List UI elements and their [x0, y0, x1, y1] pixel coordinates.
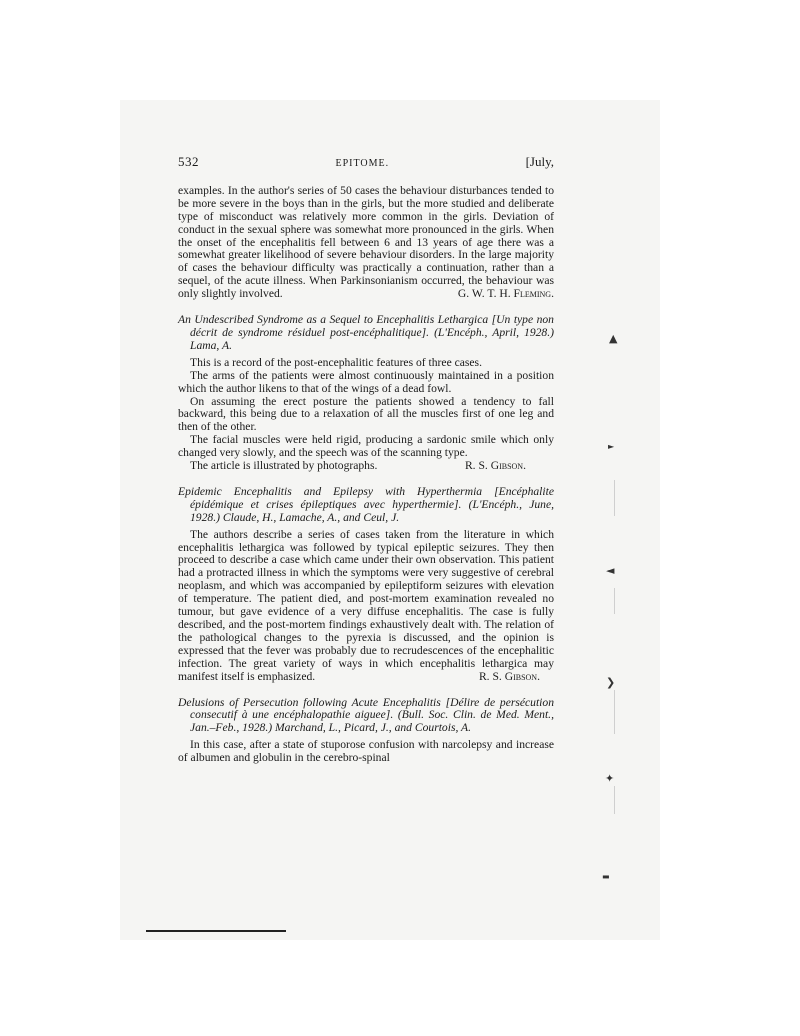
entry-1-paragraph: [178, 460, 554, 473]
scan-mark-icon: ❯: [606, 676, 616, 689]
page-number: 532: [178, 154, 199, 169]
entry-1-paragraph: On assuming the erect posture the patients showed a tendency to fall backward, this being due to a relaxation of all the muscles first of one leg and then of the other.: [178, 394, 554, 434]
intro-paragraph: [178, 185, 554, 301]
scan-mark-icon: ✦: [605, 772, 615, 785]
entry-3-title: Delusions of Persecution following Acute Encephalitis: [178, 695, 441, 709]
scan-mark-icon: ◄: [606, 564, 615, 577]
intro-signature: G. W. T. H. Fleming.: [457, 287, 554, 301]
entry-1-title: An Undescribed Syndrome as a Sequel to Encephalitis Lethargica: [178, 313, 489, 327]
entry-1-source: (L'Encéph., April, 1928.): [434, 325, 554, 339]
entry-1-paragraph: The arms of the patients were almost continuously maintained in a position which the author likens to that of the wings of a dead fowl.: [178, 368, 554, 395]
entry-2-foreign-title: [Encéphalite épidémique et crises épileptiques avec hyperthermie].: [190, 484, 554, 511]
scan-mark-icon: ▬: [602, 872, 610, 881]
entry-2-source: (L'Encéph., June, 1928.): [190, 497, 554, 524]
entry-2-signature: R. S. Gibson.: [478, 669, 540, 683]
entry-1-paragraph: The facial muscles were held rigid, producing a sardonic smile which only changed very slowly, and the speech was of the scanning type.: [178, 433, 554, 460]
intro-section: [178, 185, 554, 301]
document-page: [178, 156, 554, 765]
scan-line: [614, 480, 615, 516]
entry-1-authors: Lama, A.: [190, 338, 232, 352]
entry-2-authors: Claude, H., Lamache, A., and Ceul, J.: [222, 510, 400, 524]
entry-1-paragraph: This is a record of the post-encephalitic features of three cases.: [190, 355, 482, 369]
scan-line: [614, 786, 615, 814]
entry-1-signature: R. S. Gibson.: [464, 459, 526, 473]
entry-3-foreign-title: [Délire de persécution consecutif à une encéphalopathie aiguee].: [190, 695, 554, 722]
entry-1-last-text: The article is illustrated by photographs.: [190, 459, 378, 473]
issue-label: [July,: [525, 154, 554, 169]
footer-rule: [146, 930, 286, 932]
entry-2-title: Epidemic Encephalitis and Epilepsy with Hyperthermia: [178, 484, 483, 498]
entry-2-text: The authors describe a series of cases taken from the literature in which encephalitis lethargica was followed by typical epileptic seizures. They then proceed to describe a case which came under their own observation. This patient had a protracted illness in which the symptoms were very suggestive of cerebral neoplasm, and which was accompanied by epileptiform seizures with elevation of temperature. The patient died, and post-mortem examination revealed no tumour, but gave evidence of a very diffuse encephalitis. The case is fully described, and the post-mortem findings exhaustively dealt with. The relation of the pathological changes to the pyrexia is discussed, and the opinion is expressed that the fever was probably due to recrudescences of the encephalitic infection. The great variety of ways in which encephalitis lethargica may manifest itself is emphasized.: [178, 527, 554, 683]
scan-mark-icon: ▲: [609, 332, 618, 345]
entry-3-source: (Bull. Soc. Clin. de Med. Ment., Jan.–Feb., 1928.): [190, 708, 554, 735]
scan-line: [614, 588, 615, 614]
entry-1-reference: [178, 314, 554, 353]
scan-line: [614, 690, 615, 734]
entry-3-authors: Marchand, L., Picard, J., and Courtois, A.: [275, 721, 472, 735]
abstract-entry-3: [178, 697, 554, 766]
entry-3-reference: [178, 697, 554, 736]
abstract-entry-1: [178, 314, 554, 473]
entry-1-foreign-title: [Un type non décrit de syndrome résiduel post-encéphalitique].: [190, 313, 554, 339]
intro-text: examples. In the author's series of 50 cases the behaviour disturbances tended to be more severe in the boys than in the girls, but the more studied and deliberate type of misconduct was relatively more common in the girls. Deviation of conduct in the sexual sphere was somewhat more pronounced in the girls. When the onset of the encephalitis fell between 6 and 13 years of age there was a somewhat greater likelihood of severe behaviour disorders. In the large majority of cases the behaviour difficulty was practically a continuation, rather than a sequel, of the acute illness. When Parkinsonianism occurred, the behaviour was only slightly involved.: [178, 183, 554, 301]
entry-2-reference: [178, 486, 554, 525]
entry-2-paragraph: [178, 529, 554, 684]
page-header: [178, 156, 554, 171]
entry-3-paragraph: In this case, after a state of stuporose confusion with narcolepsy and increase of albumen and globulin in the cerebro-spinal: [178, 738, 554, 765]
running-title: EPITOME.: [335, 158, 390, 169]
abstract-entry-2: [178, 486, 554, 684]
scan-mark-icon: ►: [608, 442, 615, 451]
